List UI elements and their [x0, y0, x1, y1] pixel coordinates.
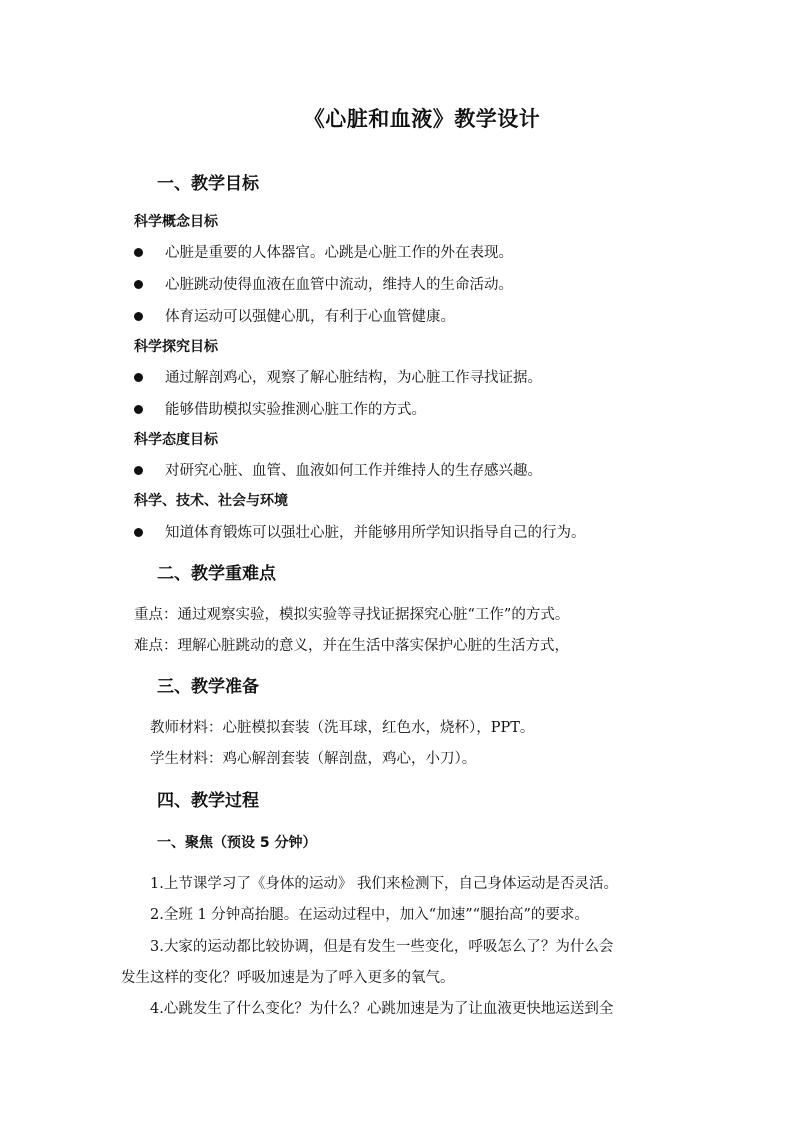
bullet-icon — [134, 248, 143, 257]
student-materials-text: 学生材料：鸡心解剖套装（解剖盘，鸡心，小刀）。 — [150, 751, 477, 767]
process-paragraph: 4.心跳发生了什么变化？为什么？心跳加速是为了让血液更快地运送到全 — [150, 1001, 614, 1017]
subheading-inquiry-goals: 科学探究目标 — [134, 339, 218, 355]
list-item: 知道体育锻炼可以强壮心脏，并能够用所学知识指导自己的行为。 — [134, 521, 586, 542]
bullet-icon — [134, 528, 143, 537]
subheading-concept-goals: 科学概念目标 — [134, 214, 218, 230]
key-point-text: 重点：通过观察实验，模拟实验等寻找证据探究心脏“工作”的方式。 — [134, 607, 570, 623]
process-paragraph: 3.大家的运动都比较协调，但是有发生一些变化，呼吸怎么了？为什么会 — [150, 939, 614, 955]
bullet-icon — [134, 373, 143, 382]
section-heading-objectives: 一、教学目标 — [157, 174, 259, 194]
list-item: 通过解剖鸡心，观察了解心脏结构，为心脏工作寻找证据。 — [134, 366, 542, 387]
list-item: 对研究心脏、血管、血液如何工作并维持人的生存感兴趣。 — [134, 459, 542, 480]
process-paragraph: 2.全班 1 分钟高抬腿。在运动过程中，加入“加速”“腿抬高”的要求。 — [150, 907, 589, 923]
list-item: 能够借助模拟实验推测心脏工作的方式。 — [134, 398, 426, 419]
bullet-icon — [134, 466, 143, 475]
section-heading-key-points: 二、教学重难点 — [157, 564, 276, 584]
difficult-point-text: 难点：理解心脏跳动的意义，并在生活中落实保护心脏的生活方式， — [134, 638, 569, 654]
section-heading-preparation: 三、教学准备 — [157, 677, 259, 697]
list-item: 心脏是重要的人体器官。心跳是心脏工作的外在表现。 — [134, 241, 513, 262]
section-heading-process: 四、教学过程 — [157, 791, 259, 811]
process-paragraph-continued: 发生这样的变化？呼吸加速是为了呼入更多的氧气。 — [121, 970, 455, 986]
bullet-icon — [134, 312, 143, 321]
teacher-materials-text: 教师材料：心脏模拟套装（洗耳球，红色水，烧杯），PPT。 — [150, 720, 535, 736]
subheading-stse-goals: 科学、技术、社会与环境 — [134, 493, 288, 509]
subheading-focus: 一、聚焦（预设 5 分钟） — [157, 835, 317, 851]
list-item: 体育运动可以强健心肌，有利于心血管健康。 — [134, 305, 455, 326]
subheading-attitude-goals: 科学态度目标 — [134, 432, 218, 448]
bullet-icon — [134, 280, 143, 289]
list-item: 心脏跳动使得血液在血管中流动，维持人的生命活动。 — [134, 273, 513, 294]
bullet-icon — [134, 405, 143, 414]
document-title: 《心脏和血液》教学设计 — [303, 107, 541, 131]
process-paragraph: 1.上节课学习了《身体的运动》 我们来检测下，自己身体运动是否灵活。 — [150, 876, 618, 892]
